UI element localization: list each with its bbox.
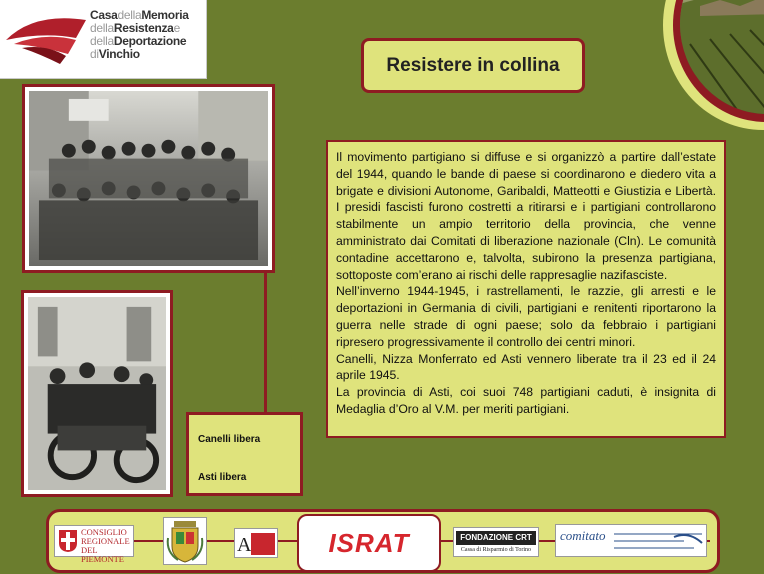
comitato-text: comitato [560,528,606,543]
adl-text [237,532,278,555]
consiglio-line-2: REGIONALE [81,536,130,546]
museum-logo [0,0,207,79]
fondazione-subtitle: Cassa di Risparmio di Torino [460,547,532,553]
page-title: Resistere in collina [386,54,560,76]
paragraph: Canelli, Nizza Monferrato ed Asti vennero liberate tra il 23 ed il 24 aprile 1945. [336,351,716,383]
title-box [361,38,585,93]
motorcycle-photo [21,290,173,497]
connector-line [264,273,267,413]
comitato-decoration-icon [614,529,704,555]
fondazione-crt-logo [453,527,539,557]
paragraph: Nell’inverno 1944-1945, i rastrellamenti, le razzie, gli arresti e le deportazioni in Germania di civili, partigiani e renitenti riportarono la guerra nelle strade di ogni paese; solo da febbraio i partigiani ripresero progressivamente il controllo dei centri minori. [336,284,716,349]
fondazione-title: FONDAZIONE CRT [456,531,536,545]
comitato-logo [555,524,707,557]
coat-of-arms-icon [164,518,206,564]
consiglio-line-3: DEL PIEMONTE [81,545,124,564]
consiglio-line-1: CONSIGLIO [81,527,127,537]
paragraph: Il movimento partigiano si diffuse e si organizzò a partire dall’estate del 1944, quando le bande di paese si coordinarono e diedero vita a brigate e divisioni Autonome, Garibaldi, Matteotti e Giustizia e Libertà. I presidi fascisti furono costretti a ritirarsi e i partigiani controllarono stabilmente un ampio territorio della provincia, che venne amministrato dai Comitati di liberazione nazionale (Cln). Le comunità contadine accettarono e, talvolta, subirono la presenza partigiana, sottoposte com’erano ai rischi delle rappresaglie nazifasciste. [336,150,716,282]
caption-canelli: Canelli libera [198,434,261,445]
paragraph: La provincia di Asti, coi suoi 748 partigiani caduti, è insignita di Medaglia d’Oro al V.M. per meriti partigiani. [336,385,716,416]
body-text-panel [326,140,726,438]
museum-logo-mark-icon [4,10,88,65]
caption-asti: Asti libera [198,472,247,483]
israt-logo [297,514,441,572]
israt-text: ISRAT [328,527,410,558]
photo-captions [186,412,303,496]
group-photo [22,84,275,273]
adl-letter-a: A [237,534,252,556]
shield-icon [58,529,78,553]
consiglio-regionale-logo [54,525,134,564]
museum-logo-text: CasadellaMemoria dellaResistenzae dellaDeportazione diVinchio [90,8,189,61]
adl-logo [234,528,278,558]
provincia-stemma-logo [163,517,207,565]
